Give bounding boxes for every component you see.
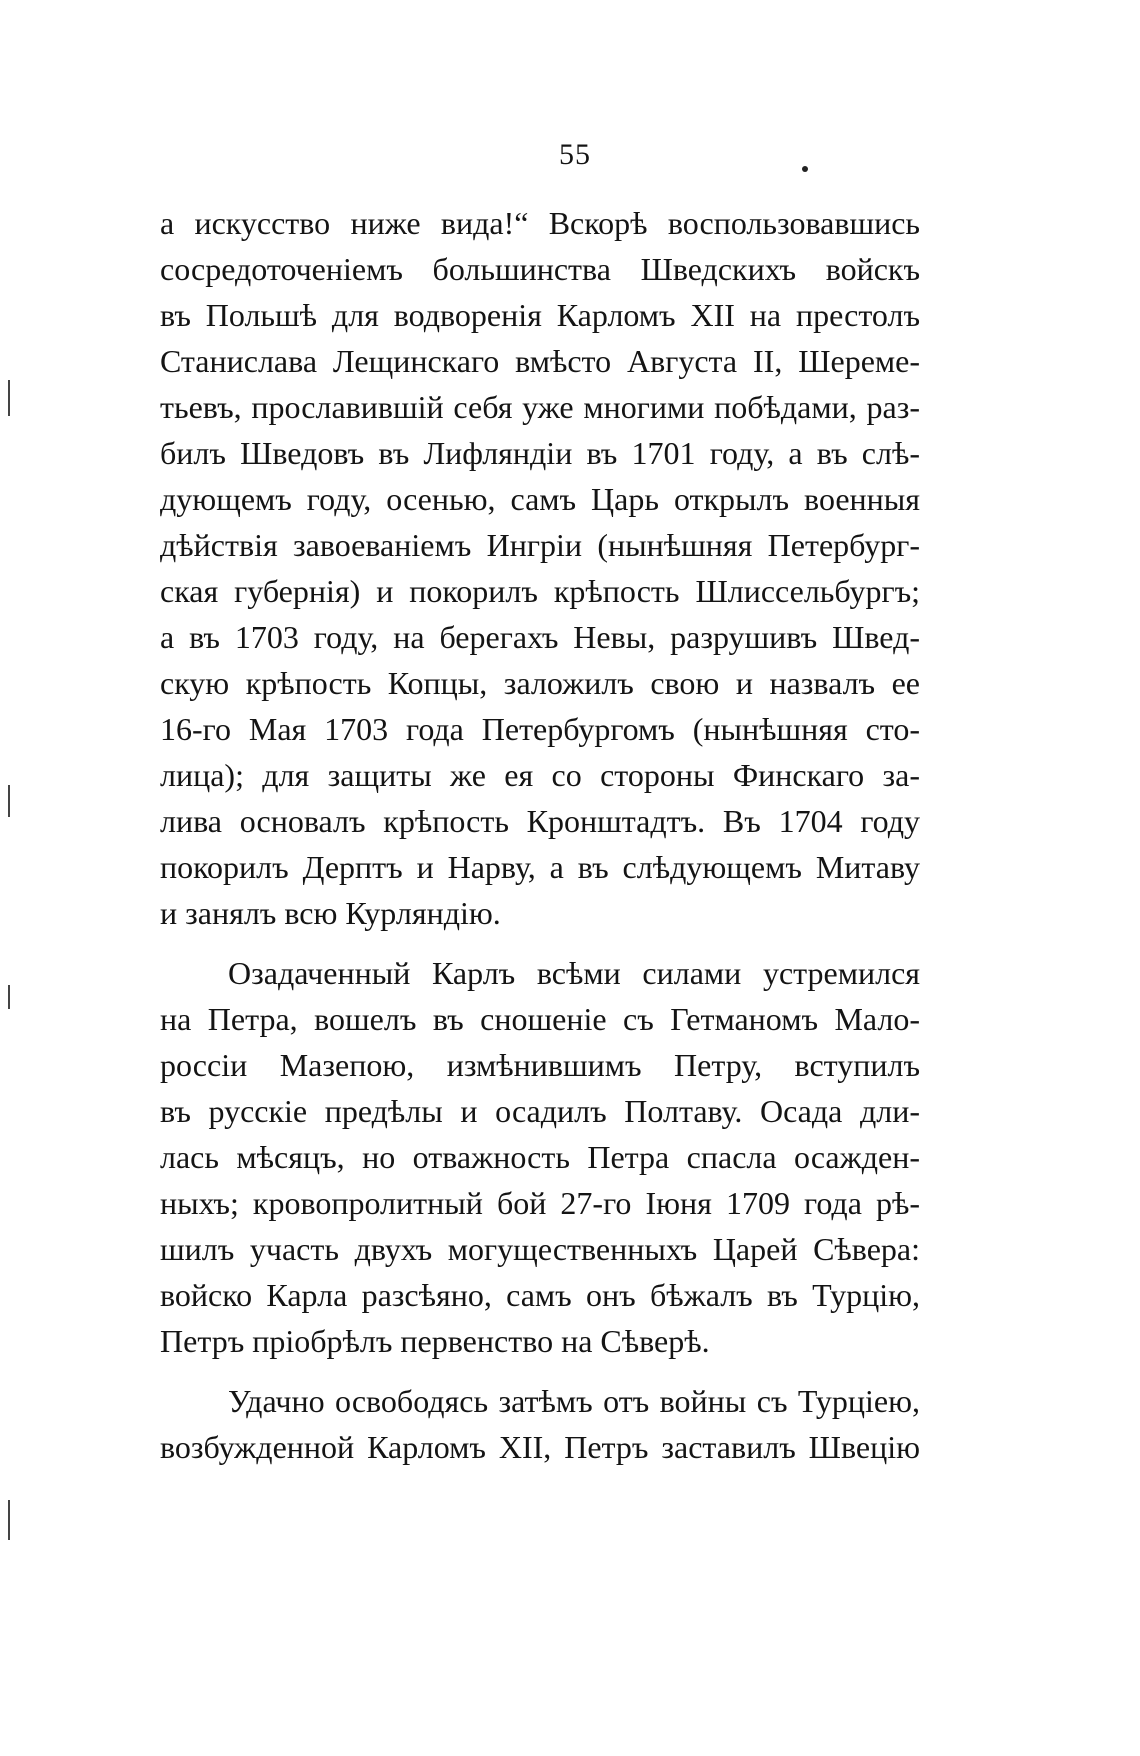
text-line: тьевъ, прославившій себя уже многими побѣдами, раз- (160, 389, 920, 425)
text-line: билъ Шведовъ въ Лифляндіи въ 1701 году, а въ слѣ- (160, 435, 920, 471)
text-line: а искусство ниже вида!“ Вскорѣ воспользовавшись (160, 205, 920, 241)
margin-edge-mark (8, 785, 10, 817)
text-line: ская губернія) и покорилъ крѣпость Шлиссельбургъ; (160, 573, 920, 609)
text-line: сосредоточеніемъ большинства Шведскихъ войскъ (160, 251, 920, 287)
text-line: ныхъ; кровопролитный бой 27-го Іюня 1709 года рѣ- (160, 1185, 920, 1221)
text-line: покорилъ Дерптъ и Нарву, а въ слѣдующемъ Митаву (160, 849, 920, 885)
paragraph (160, 950, 920, 1364)
text-line: Петръ пріобрѣлъ первенство на Сѣверѣ. (160, 1323, 710, 1359)
text-line: 16-го Мая 1703 года Петербургомъ (нынѣшняя сто- (160, 711, 920, 747)
text-line: Удачно освободясь затѣмъ отъ войны съ Турціею, (228, 1383, 920, 1419)
text-line: шилъ участь двухъ могущественныхъ Царей Сѣвера: (160, 1231, 920, 1267)
text-line: на Петра, вошелъ въ сношеніе съ Гетманомъ Мало- (160, 1001, 920, 1037)
margin-edge-mark (8, 1500, 10, 1540)
text-line: а въ 1703 году, на берегахъ Невы, разрушивъ Швед- (160, 619, 920, 655)
paragraph (160, 200, 920, 936)
text-line: лива основалъ крѣпость Кронштадтъ. Въ 1704 году (160, 803, 920, 839)
text-line: дѣйствія завоеваніемъ Ингріи (нынѣшняя Петербург- (160, 527, 920, 563)
text-line: въ Польшѣ для водворенія Карломъ XII на престолъ (160, 297, 920, 333)
page-number: 55 (559, 138, 591, 171)
margin-edge-mark (8, 985, 10, 1009)
paragraph (160, 1378, 920, 1470)
text-line: и занялъ всю Курляндію. (160, 895, 501, 931)
text-line: возбужденной Карломъ XII, Петръ заставилъ Швецію (160, 1429, 920, 1465)
body-text (160, 200, 920, 1470)
margin-edge-mark (8, 380, 10, 416)
text-line: Станислава Лещинскаго вмѣсто Августа II, Шереме- (160, 343, 920, 379)
text-line: войско Карла разсѣяно, самъ онъ бѣжалъ въ Турцію, (160, 1277, 920, 1313)
text-line: россіи Мазепою, измѣнившимъ Петру, вступилъ (160, 1047, 920, 1083)
text-line: лица); для защиты же ея со стороны Финскаго за- (160, 757, 920, 793)
text-line: въ русскіе предѣлы и осадилъ Полтаву. Осада дли- (160, 1093, 920, 1129)
text-line: скую крѣпость Копцы, заложилъ свою и назвалъ ее (160, 665, 920, 701)
text-line: Озадаченный Карлъ всѣми силами устремился (228, 955, 920, 991)
text-line: дующемъ году, осенью, самъ Царь открылъ военныя (160, 481, 920, 517)
text-line: лась мѣсяцъ, но отважность Петра спасла осажден- (160, 1139, 920, 1175)
